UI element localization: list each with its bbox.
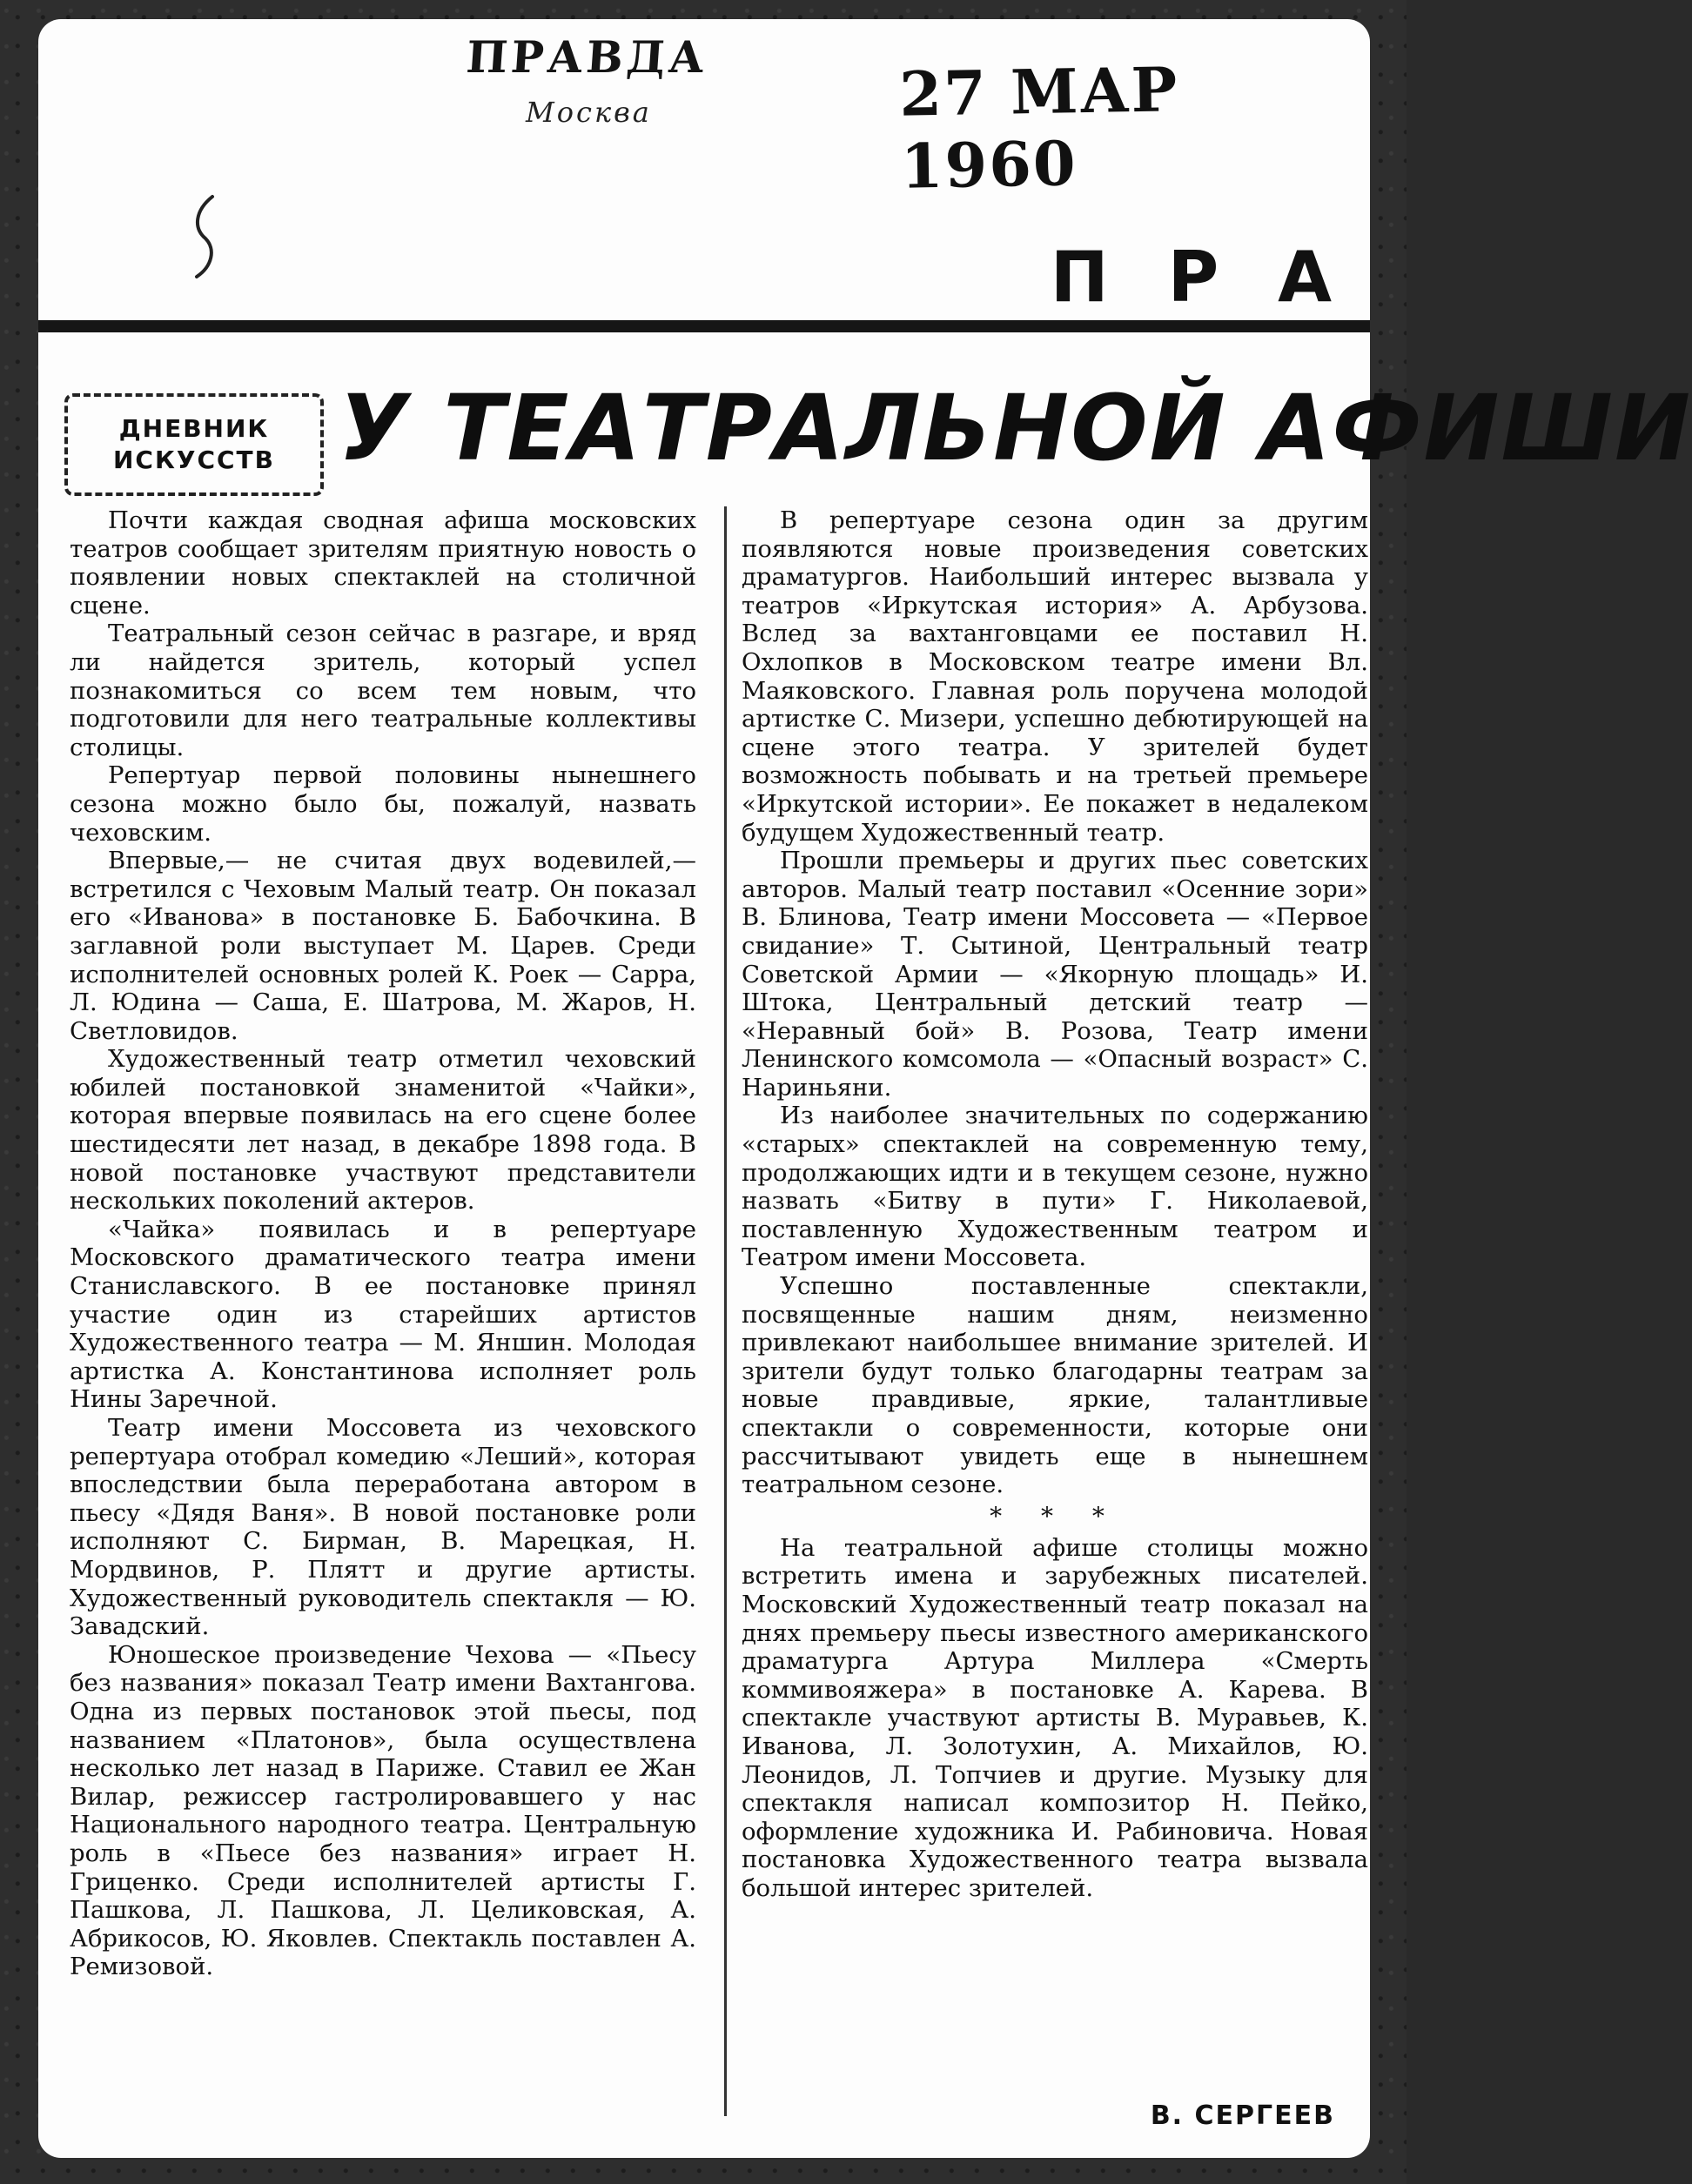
article-paragraph: Театр имени Моссовета из чеховского репертуара отобрал комедию «Леший», которая впоследствии была переработана автором в пьесу «Дядя Ваня». В новой постановке роли исполняют С. Бирман, В. Марецкая, Н. Мордвинов, Р. Плятт и другие артисты. Художественный руководитель спектакля — Ю. Завадский.: [70, 1414, 696, 1641]
article-author: В. СЕРГЕЕВ: [1150, 2100, 1335, 2131]
rubric-badge: [64, 393, 324, 496]
stamp-paper-name: ПРАВДА: [464, 31, 710, 83]
top-rule: [38, 320, 1370, 332]
article-paragraph: Репертуар первой половины нынешнего сезона можно было бы, пожалуй, назвать чеховским.: [70, 761, 696, 847]
article-paragraph: Юношеское произведение Чехова — «Пьесу без названия» показал Театр имени Вахтангова. Одна из первых постановок этой пьесы, под названием «Платонов», была осуществлена несколько лет назад в Париже. Ставил ее Жан Вилар, режиссер гастролировавшего у нас Национального народного театра. Центральную роль в «Пьесе без названия» играет Н. Гриценко. Среди исполнителей артисты Г. Пашкова, Л. Пашкова, Л. Целиковская, А. Абрикосов, Ю. Яковлев. Спектакль поставлен А. Ремизовой.: [70, 1640, 696, 1981]
article-paragraph: Почти каждая сводная афиша московских театров сообщает зрителям приятную новость о появлении новых спектаклей на столичной сцене.: [70, 506, 696, 620]
newspaper-clipping: [38, 19, 1692, 2158]
article-column-right: [742, 506, 1368, 1903]
article-paragraph: Театральный сезон сейчас в разгаре, и вряд ли найдется зритель, который успел познакомиться со всем тем новым, что подготовили для него театральные коллективы столицы.: [70, 620, 696, 761]
archive-stamp-area: [38, 19, 1370, 318]
article-headline: У ТЕАТРАЛЬНОЙ АФИШИ: [339, 375, 1692, 481]
article-paragraph: Прошли премьеры и других пьес советских авторов. Малый театр поставил «Осенние зори» В. Блинова, Театр имени Моссовета — «Первое свидание» Т. Сытиной, Центральный театр Советской Армии — «Якорную площадь» И. Штока, Центральный детский театр — «Неравный бой» В. Розова, Театр имени Ленинского комсомола — «Опасный возраст» С. Нариньяни.: [742, 847, 1368, 1102]
pencil-mark-icon: [186, 193, 221, 280]
rubric-line-2: ИСКУССТВ: [113, 446, 275, 474]
article-column-left: [70, 506, 696, 1981]
section-separator: * * *: [990, 1501, 1120, 1531]
stamp-date: 27 МАР 1960: [898, 53, 1179, 203]
masthead-fragment: П Р А: [1050, 237, 1349, 318]
article-paragraph: В репертуаре сезона один за другим появляются новые произведения советских драматургов. Наибольший интерес вызвала у театров «Иркутская история» А. Арбузова. Вслед за вахтанговцами ее поставил Н. Охлопков в Московском театре имени Вл. Маяковского. Главная роль поручена молодой артистке С. Мизери, успешно дебютирующей на сцене этого театра. У зрителей будет возможность побывать и на третьей премьере «Иркутской истории». Ее покажет в недалеком будущем Художественный театр.: [742, 506, 1368, 847]
article-paragraph: Из наиболее значительных по содержанию «старых» спектаклей на современную тему, продолжающих идти и в текущем сезоне, нужно назвать «Битву в пути» Г. Николаевой, поставленную Художественным театром и Театром имени Моссовета.: [742, 1102, 1368, 1272]
rubric-line-1: ДНЕВНИК: [118, 414, 270, 443]
stamp-city: Москва: [526, 96, 652, 129]
article-paragraph: «Чайка» появилась и в репертуаре Московского драматического театра имени Станиславского. В ее постановке принял участие один из старейших артистов Художественного театра — М. Яншин. Молодая артистка А. Константинова исполняет роль Нины Заречной.: [70, 1215, 696, 1414]
column-divider: [724, 506, 727, 2116]
article-paragraph: На театральной афише столицы можно встретить имена и зарубежных писателей. Московский Художественный театр показал на днях премьеру пьесы известного американского драматурга Артура Миллера «Смерть коммивояжера» в постановке А. Карева. В спектакле участвуют артисты В. Муравьев, К. Иванова, Л. Золотухин, А. Михайлов, Ю. Леонидов, Л. Топчиев и другие. Музыку для спектакля написал композитор Н. Пейко, оформление художника И. Рабиновича. Новая постановка Художественного театра вызвала большой интерес зрителей.: [742, 1533, 1368, 1902]
article-paragraph: Успешно поставленные спектакли, посвященные нашим дням, неизменно привлекают наибольшее внимание зрителей. И зрители будут только благодарны театрам за новые правдивые, яркие, талантливые спектакли о современности, которые они рассчитывают увидеть еще в нынешнем театральном сезоне.: [742, 1272, 1368, 1499]
article-paragraph: Впервые,— не считая двух водевилей,— встретился с Чеховым Малый театр. Он показал его «Иванова» в постановке Б. Бабочкина. В заглавной роли выступает М. Царев. Среди исполнителей основных ролей К. Роек — Сарра, Л. Юдина — Саша, Е. Шатрова, М. Жаров, Н. Светловидов.: [70, 847, 696, 1045]
article-paragraph: Художественный театр отметил чеховский юбилей постановкой знаменитой «Чайки», которая впервые появилась на его сцене более шестидесяти лет назад, в декабре 1898 года. В новой постановке участвуют представители нескольких поколений актеров.: [70, 1045, 696, 1216]
